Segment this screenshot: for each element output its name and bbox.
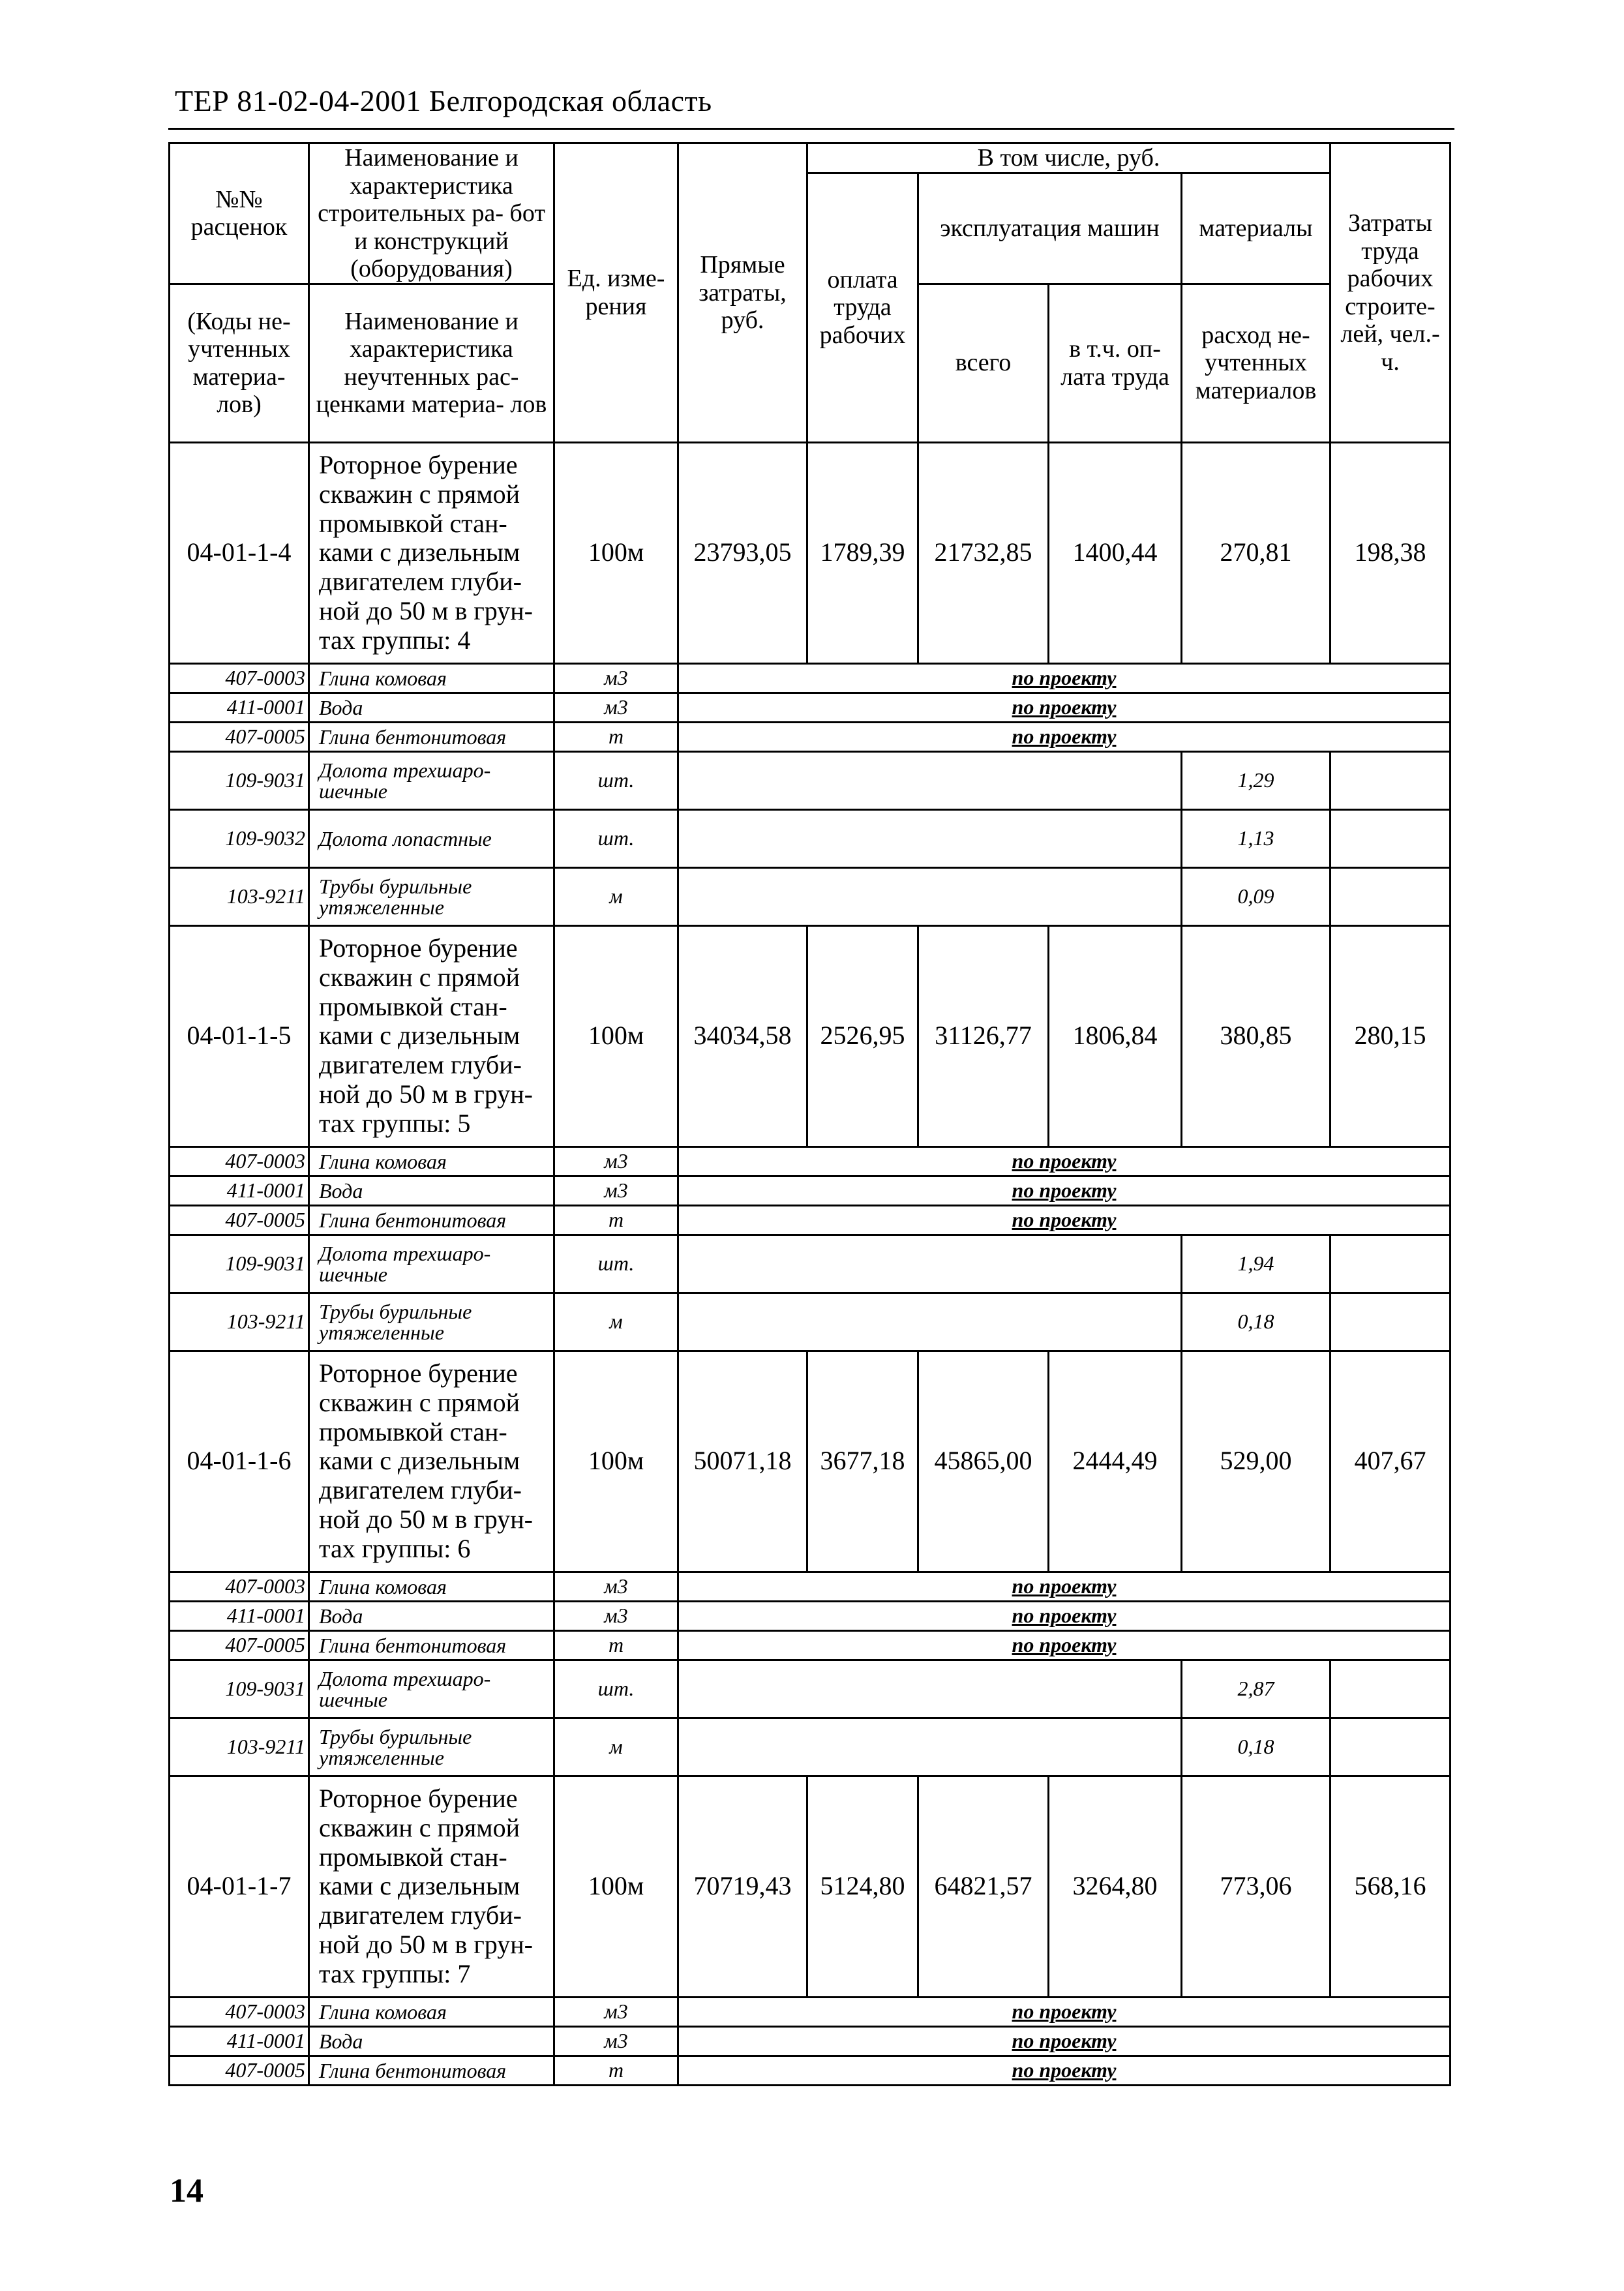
- material-unit: м3: [554, 1601, 678, 1630]
- material-name: Вода: [309, 1176, 554, 1205]
- material-unit: м3: [554, 1146, 678, 1176]
- material-row: [170, 751, 1451, 809]
- rate-wages: 1789,39: [807, 442, 918, 663]
- material-usage-by-project: [678, 1205, 1451, 1235]
- rate-labor: 198,38: [1331, 442, 1451, 663]
- material-name: Глина бентонитовая: [309, 1205, 554, 1235]
- material-row: [170, 693, 1451, 722]
- rate-unit: 100м: [554, 1776, 678, 1997]
- material-code: 109-9031: [170, 751, 309, 809]
- rate-labor: 280,15: [1331, 925, 1451, 1146]
- material-usage: 2,87: [1182, 1660, 1331, 1718]
- material-name: Вода: [309, 2026, 554, 2056]
- material-name: Долота трехшаро- шечные: [309, 1660, 554, 1718]
- rate-wages: 3677,18: [807, 1351, 918, 1572]
- rate-wages: 2526,95: [807, 925, 918, 1146]
- material-usage-by-project: [678, 1601, 1451, 1630]
- rate-machines-total: 21732,85: [918, 442, 1049, 663]
- material-name: Трубы бурильные утяжеленные: [309, 1293, 554, 1351]
- material-code: 411-0001: [170, 693, 309, 722]
- material-code: 411-0001: [170, 2026, 309, 2056]
- material-code: 407-0003: [170, 1146, 309, 1176]
- rate-machines-total: 31126,77: [918, 925, 1049, 1146]
- material-usage-by-project: [678, 1176, 1451, 1205]
- material-code: 407-0005: [170, 1630, 309, 1660]
- rate-direct-cost: 70719,43: [678, 1776, 807, 1997]
- material-code: 407-0005: [170, 722, 309, 751]
- material-usage-by-project: [678, 2026, 1451, 2056]
- material-row: [170, 1718, 1451, 1776]
- material-row: [170, 1660, 1451, 1718]
- material-unit: м3: [554, 663, 678, 693]
- material-unit: шт.: [554, 809, 678, 867]
- rate-name: Роторное бурение скважин с прямой промывкой стан- ками с дизельным двигателем глуби- ной до 50 м в грун- тах группы: 4: [309, 442, 554, 663]
- material-usage: 0,09: [1182, 867, 1331, 925]
- header-code2: (Коды не- учтенных материа- лов): [170, 284, 309, 442]
- header-unit: Ед. изме- рения: [554, 143, 678, 443]
- material-code: 407-0003: [170, 1572, 309, 1601]
- rate-unit: 100м: [554, 1351, 678, 1572]
- material-row: [170, 1176, 1451, 1205]
- rate-materials: 270,81: [1182, 442, 1331, 663]
- rate-name: Роторное бурение скважин с прямой промывкой стан- ками с дизельным двигателем глуби- ной до 50 м в грун- тах группы: 6: [309, 1351, 554, 1572]
- rate-code: 04-01-1-4: [170, 442, 309, 663]
- material-row: [170, 1601, 1451, 1630]
- material-labor-blank: [1331, 1718, 1451, 1776]
- material-unit: м: [554, 1718, 678, 1776]
- material-unit: т: [554, 1205, 678, 1235]
- material-unit: м3: [554, 2026, 678, 2056]
- material-usage-by-project: [678, 1630, 1451, 1660]
- material-row: [170, 1630, 1451, 1660]
- material-usage-by-project: [678, 722, 1451, 751]
- material-code: 411-0001: [170, 1601, 309, 1630]
- rate-materials: 773,06: [1182, 1776, 1331, 1997]
- material-name: Глина комовая: [309, 663, 554, 693]
- header-row-1: [170, 143, 1451, 173]
- rate-machines-wages: 1806,84: [1049, 925, 1182, 1146]
- material-unit: м: [554, 867, 678, 925]
- material-name: Вода: [309, 1601, 554, 1630]
- rate-row: [170, 925, 1451, 1146]
- rate-row: [170, 1351, 1451, 1572]
- rate-name: Роторное бурение скважин с прямой промывкой стан- ками с дизельным двигателем глуби- ной до 50 м в грун- тах группы: 7: [309, 1776, 554, 1997]
- rate-code: 04-01-1-7: [170, 1776, 309, 1997]
- material-row: [170, 867, 1451, 925]
- material-labor-blank: [1331, 809, 1451, 867]
- header-wages: оплата труда рабочих: [807, 173, 918, 442]
- material-name: Глина комовая: [309, 1146, 554, 1176]
- material-labor-blank: [1331, 867, 1451, 925]
- by-project-label: по проекту: [1012, 665, 1117, 689]
- by-project-label: по проекту: [1012, 2028, 1117, 2052]
- material-name: Долота лопастные: [309, 809, 554, 867]
- rate-row: [170, 1776, 1451, 1997]
- by-project-label: по проекту: [1012, 1148, 1117, 1173]
- material-row: [170, 1997, 1451, 2026]
- header-name: Наименование и характеристика строительных ра- бот и конструкций (оборудования): [309, 143, 554, 284]
- material-unit: т: [554, 722, 678, 751]
- rate-machines-wages: 1400,44: [1049, 442, 1182, 663]
- header-name2: Наименование и характеристика неучтенных рас- ценками материа- лов: [309, 284, 554, 442]
- material-unit: шт.: [554, 1235, 678, 1293]
- rate-direct-cost: 23793,05: [678, 442, 807, 663]
- material-unit: м: [554, 1293, 678, 1351]
- material-usage: 1,29: [1182, 751, 1331, 809]
- rate-unit: 100м: [554, 442, 678, 663]
- by-project-label: по проекту: [1012, 724, 1117, 748]
- header-materials: материалы: [1182, 173, 1331, 284]
- material-row: [170, 1293, 1451, 1351]
- material-code: 407-0005: [170, 2056, 309, 2085]
- material-usage-by-project: [678, 663, 1451, 693]
- rate-code: 04-01-1-5: [170, 925, 309, 1146]
- material-blank: [678, 867, 1182, 925]
- material-unit: т: [554, 1630, 678, 1660]
- material-usage: 1,13: [1182, 809, 1331, 867]
- material-name: Глина бентонитовая: [309, 722, 554, 751]
- material-name: Долота трехшаро- шечные: [309, 1235, 554, 1293]
- material-code: 103-9211: [170, 1293, 309, 1351]
- material-code: 407-0005: [170, 1205, 309, 1235]
- rate-row: [170, 442, 1451, 663]
- rate-materials: 529,00: [1182, 1351, 1331, 1572]
- by-project-label: по проекту: [1012, 695, 1117, 719]
- material-name: Долота трехшаро- шечные: [309, 751, 554, 809]
- by-project-label: по проекту: [1012, 1999, 1117, 2023]
- material-row: [170, 1572, 1451, 1601]
- rate-machines-total: 45865,00: [918, 1351, 1049, 1572]
- material-usage-by-project: [678, 2056, 1451, 2085]
- rate-machines-wages: 3264,80: [1049, 1776, 1182, 1997]
- material-unit: м3: [554, 693, 678, 722]
- header-mach-total: всего: [918, 284, 1049, 442]
- by-project-label: по проекту: [1012, 1178, 1117, 1202]
- header-direct: Прямые затраты, руб.: [678, 143, 807, 443]
- material-blank: [678, 1718, 1182, 1776]
- material-name: Глина бентонитовая: [309, 2056, 554, 2085]
- rate-direct-cost: 50071,18: [678, 1351, 807, 1572]
- document-title: ТЕР 81-02-04-2001 Белгородская область: [175, 84, 712, 117]
- material-code: 109-9032: [170, 809, 309, 867]
- rate-labor: 407,67: [1331, 1351, 1451, 1572]
- rate-machines-wages: 2444,49: [1049, 1351, 1182, 1572]
- material-code: 109-9031: [170, 1235, 309, 1293]
- material-name: Глина бентонитовая: [309, 1630, 554, 1660]
- material-code: 407-0003: [170, 1997, 309, 2026]
- material-blank: [678, 809, 1182, 867]
- material-blank: [678, 1660, 1182, 1718]
- material-row: [170, 722, 1451, 751]
- material-unit: т: [554, 2056, 678, 2085]
- by-project-label: по проекту: [1012, 1207, 1117, 1231]
- header-code: №№ расценок: [170, 143, 309, 284]
- header-labor: Затраты труда рабочих строите- лей, чел.-ч.: [1331, 143, 1451, 443]
- material-row: [170, 2026, 1451, 2056]
- material-row: [170, 663, 1451, 693]
- material-unit: шт.: [554, 751, 678, 809]
- rate-name: Роторное бурение скважин с прямой промывкой стан- ками с дизельным двигателем глуби- ной до 50 м в грун- тах группы: 5: [309, 925, 554, 1146]
- material-labor-blank: [1331, 1235, 1451, 1293]
- by-project-label: по проекту: [1012, 1603, 1117, 1627]
- material-code: 103-9211: [170, 1718, 309, 1776]
- material-usage: 1,94: [1182, 1235, 1331, 1293]
- header-machines: эксплуатация машин: [918, 173, 1182, 284]
- material-name: Трубы бурильные утяжеленные: [309, 867, 554, 925]
- material-blank: [678, 1235, 1182, 1293]
- by-project-label: по проекту: [1012, 1632, 1117, 1656]
- material-usage-by-project: [678, 1997, 1451, 2026]
- material-labor-blank: [1331, 1660, 1451, 1718]
- header-incl: В том числе, руб.: [807, 143, 1331, 173]
- material-usage: 0,18: [1182, 1293, 1331, 1351]
- material-labor-blank: [1331, 751, 1451, 809]
- table-body: [170, 143, 1451, 2086]
- material-name: Трубы бурильные утяжеленные: [309, 1718, 554, 1776]
- title-divider: [168, 128, 1454, 130]
- material-usage-by-project: [678, 1146, 1451, 1176]
- material-name: Глина комовая: [309, 1572, 554, 1601]
- material-usage-by-project: [678, 693, 1451, 722]
- material-name: Вода: [309, 693, 554, 722]
- material-unit: м3: [554, 1572, 678, 1601]
- material-row: [170, 1205, 1451, 1235]
- material-name: Глина комовая: [309, 1997, 554, 2026]
- material-row: [170, 2056, 1451, 2085]
- header-mat-usage: расход не- учтенных материалов: [1182, 284, 1331, 442]
- rate-code: 04-01-1-6: [170, 1351, 309, 1572]
- material-unit: м3: [554, 1176, 678, 1205]
- material-code: 109-9031: [170, 1660, 309, 1718]
- material-row: [170, 1235, 1451, 1293]
- material-labor-blank: [1331, 1293, 1451, 1351]
- by-project-label: по проекту: [1012, 2058, 1117, 2082]
- rate-wages: 5124,80: [807, 1776, 918, 1997]
- header-mach-wages: в т.ч. оп- лата труда: [1049, 284, 1182, 442]
- material-unit: м3: [554, 1997, 678, 2026]
- rate-labor: 568,16: [1331, 1776, 1451, 1997]
- material-usage-by-project: [678, 1572, 1451, 1601]
- material-row: [170, 809, 1451, 867]
- material-unit: шт.: [554, 1660, 678, 1718]
- rate-materials: 380,85: [1182, 925, 1331, 1146]
- material-usage: 0,18: [1182, 1718, 1331, 1776]
- material-row: [170, 1146, 1451, 1176]
- material-code: 411-0001: [170, 1176, 309, 1205]
- rate-unit: 100м: [554, 925, 678, 1146]
- material-code: 103-9211: [170, 867, 309, 925]
- page-number: 14: [170, 2172, 203, 2209]
- rates-table: [168, 142, 1451, 2086]
- material-blank: [678, 1293, 1182, 1351]
- rate-machines-total: 64821,57: [918, 1776, 1049, 1997]
- material-blank: [678, 751, 1182, 809]
- rate-direct-cost: 34034,58: [678, 925, 807, 1146]
- material-code: 407-0003: [170, 663, 309, 693]
- by-project-label: по проекту: [1012, 1574, 1117, 1598]
